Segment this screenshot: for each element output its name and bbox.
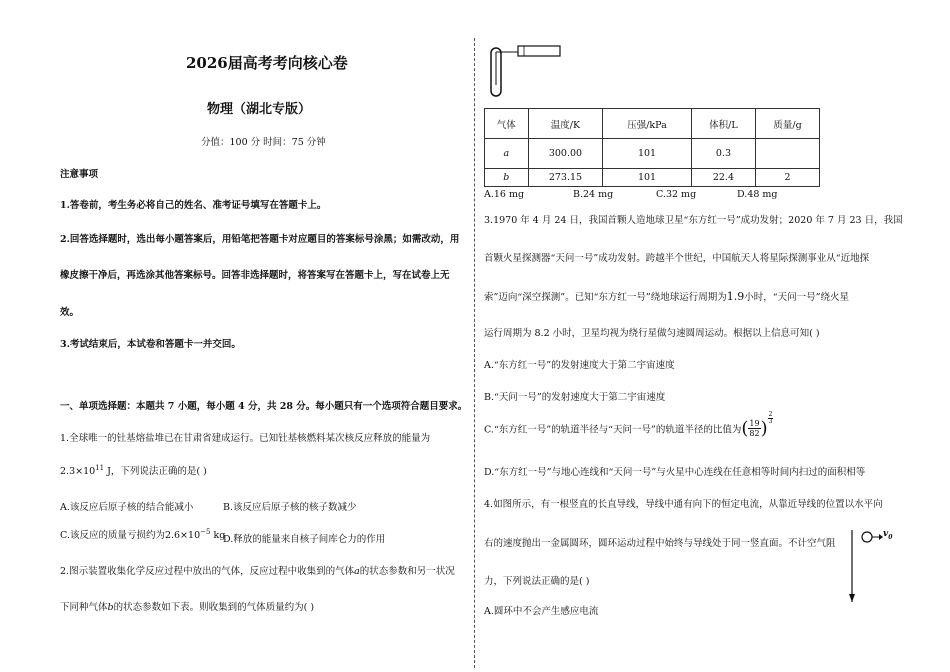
q2-stem-line-1	[60, 563, 455, 577]
q3-option-b: B.“天问一号”的发射速度大于第二宇宙速度	[484, 392, 666, 403]
column-divider	[474, 38, 475, 668]
q3-option-a: A.“东方红一号”的发射速度大于第二宇宙速度	[484, 360, 675, 371]
note-item-2-line-1: 2.回答选择题时，选出每小题答案后，用铅笔把答题卡对应题目的答案标号涂黑；如需改动，用	[60, 234, 460, 245]
note-item-2-line-3: 效。	[60, 307, 80, 318]
q2-option-c: C.32 mg	[656, 189, 697, 200]
q3-ratio-denominator: 82	[749, 429, 760, 438]
q1-option-c-text: C.该反应的质量亏损约为	[60, 530, 165, 541]
q1-energy-value	[60, 463, 207, 477]
table-cell	[756, 139, 820, 169]
q3-option-d: D.“东方红一号”与地心连线和“天问一号”与火星中心连线在任意相等时间内扫过的面积相等	[484, 467, 866, 478]
q3-period-value: 1.9	[726, 290, 745, 303]
velocity-symbol: v	[883, 529, 889, 539]
velocity-subscript: 0	[888, 533, 893, 541]
q3-line-3-a: 索”迈向“深空探测”。已知“东方红一号”绕地球运行周期为	[484, 292, 727, 303]
note-item-2-line-2: 橡皮擦干净后，再选涂其他答案标号。回答非选择题时，将答案写在答题卡上，写在试卷上无	[60, 270, 450, 281]
q3-line-1: 3.1970 年 4 月 24 日，我国首颗人造地球卫星“东方红一号”成功发射；2020 年 7 月 23 日，我国	[484, 215, 903, 226]
q2-stem-line-2	[60, 599, 314, 613]
q3-option-c	[484, 411, 773, 439]
q2-stem-line-2-b: 的状态参数如下表。则收集到的气体质量约为( )	[113, 602, 315, 613]
q3-exponent-numerator: 2	[768, 411, 773, 418]
page-subtitle: 物理（湖北专版）	[207, 102, 312, 117]
q1-option-c	[60, 527, 225, 541]
table-header-cell: 质量/g	[756, 109, 820, 139]
q2-stem-line-1-a: 2.图示装置收集化学反应过程中放出的气体，反应过程中收集到的气体	[60, 566, 355, 577]
table-cell: 273.15	[528, 169, 603, 187]
left-paren: (	[741, 418, 749, 439]
section-1-heading: 一、单项选择题：本题共 7 小题，每小题 4 分，共 28 分。每小题只有一个选项符合题目要求。	[60, 401, 468, 412]
q1-energy-base: 2.3×10	[60, 466, 96, 477]
notes-heading: 注意事项	[60, 169, 99, 180]
q1-option-d: D.释放的能量来自核子间库仑力的作用	[223, 534, 386, 545]
table-cell: 0.3	[691, 139, 755, 169]
table-header-row	[485, 109, 820, 139]
note-item-3: 3.考试结束后，本试卷和答题卡一并交回。	[60, 339, 241, 350]
q1-energy-unit: J	[104, 466, 111, 477]
velocity-label	[883, 529, 892, 541]
table-cell: b	[485, 169, 529, 187]
table-cell: 300.00	[528, 139, 603, 169]
table-cell: 22.4	[691, 169, 755, 187]
q2-option-d: D.48 mg	[737, 189, 778, 200]
exam-meta: 分值：100 分 时间：75 分钟	[201, 137, 326, 148]
q3-exponent-fraction	[768, 412, 774, 425]
table-row	[485, 169, 820, 187]
q2-option-a: A.16 mg	[484, 189, 525, 200]
gas-state-table	[484, 108, 820, 187]
q2-stem-line-2-a: 下同种气体	[60, 602, 108, 613]
table-header-cell: 压强/kPa	[603, 109, 691, 139]
q3-ratio-numerator: 19	[749, 419, 760, 428]
q4-line-3: 力，下列说法正确的是( )	[484, 576, 590, 587]
q2-var-b: b	[107, 602, 114, 613]
current-direction-arrow	[849, 594, 855, 602]
q3-line-4: 运行周期为 8.2 小时，卫星均视为绕行星做匀速圆周运动。根据以上信息可知( )	[484, 328, 820, 339]
table-header-cell: 温度/K	[528, 109, 603, 139]
table-cell: 2	[756, 169, 820, 187]
q2-var-a: a	[354, 566, 360, 577]
q1-stem-line-2: ，下列说法正确的是( )	[110, 466, 207, 477]
table-row	[485, 139, 820, 169]
q4-line-2: 右的速度抛出一金属圆环，圆环运动过程中始终与导线处于同一竖直面。不计空气阻	[484, 538, 836, 549]
q4-line-1: 4.如图所示，有一根竖直的长直导线，导线中通有向下的恒定电流，从靠近导线的位置以水平向	[484, 499, 883, 510]
q3-line-2: 首颗火星探测器“天问一号”成功发射。跨越半个世纪，中国航天人将星际探测事业从“近地探	[484, 253, 870, 264]
page-title: 2026届高考考向核心卷	[186, 54, 348, 72]
q1-option-c-exponent: −5	[200, 527, 211, 536]
q2-option-b: B.24 mg	[573, 189, 614, 200]
metal-ring	[862, 532, 872, 542]
table-cell: 101	[603, 169, 691, 187]
table-header-cell: 体积/L	[691, 109, 755, 139]
q3-ratio-fraction	[748, 419, 760, 438]
table-cell: 101	[603, 139, 691, 169]
note-item-1: 1.答卷前，考生务必将自己的姓名、准考证号填写在答题卡上。	[60, 200, 327, 211]
q3-option-c-text: C.“东方红一号”的轨道半径与“天问一号”的轨道半径的比值为	[484, 424, 742, 436]
q1-option-c-base: 2.6×10	[164, 530, 201, 541]
table-cell: a	[485, 139, 529, 169]
table-header-cell: 气体	[485, 109, 529, 139]
q4-option-a: A.圆环中不会产生感应电流	[484, 606, 599, 617]
q1-stem-line-1: 1.全球唯一的钍基熔盐堆已在甘肃省建成运行。已知钍基核燃料某次核反应释放的能量为	[60, 433, 431, 444]
q1-option-a: A.该反应后原子核的结合能减小	[60, 502, 194, 513]
q3-line-3	[484, 289, 849, 303]
q1-option-b: B.该反应后原子核的核子数减少	[223, 502, 357, 513]
q3-line-3-b: 小时，“天问一号”绕火星	[744, 292, 850, 303]
q3-exponent-denominator: 3	[768, 418, 773, 425]
gas-collection-apparatus-figure	[488, 40, 568, 100]
q1-option-c-unit: kg	[210, 530, 226, 541]
q2-stem-line-1-b: 的状态参数和另一状况	[359, 566, 455, 577]
q1-energy-exponent: 11	[95, 463, 105, 472]
right-paren: )	[760, 418, 768, 439]
